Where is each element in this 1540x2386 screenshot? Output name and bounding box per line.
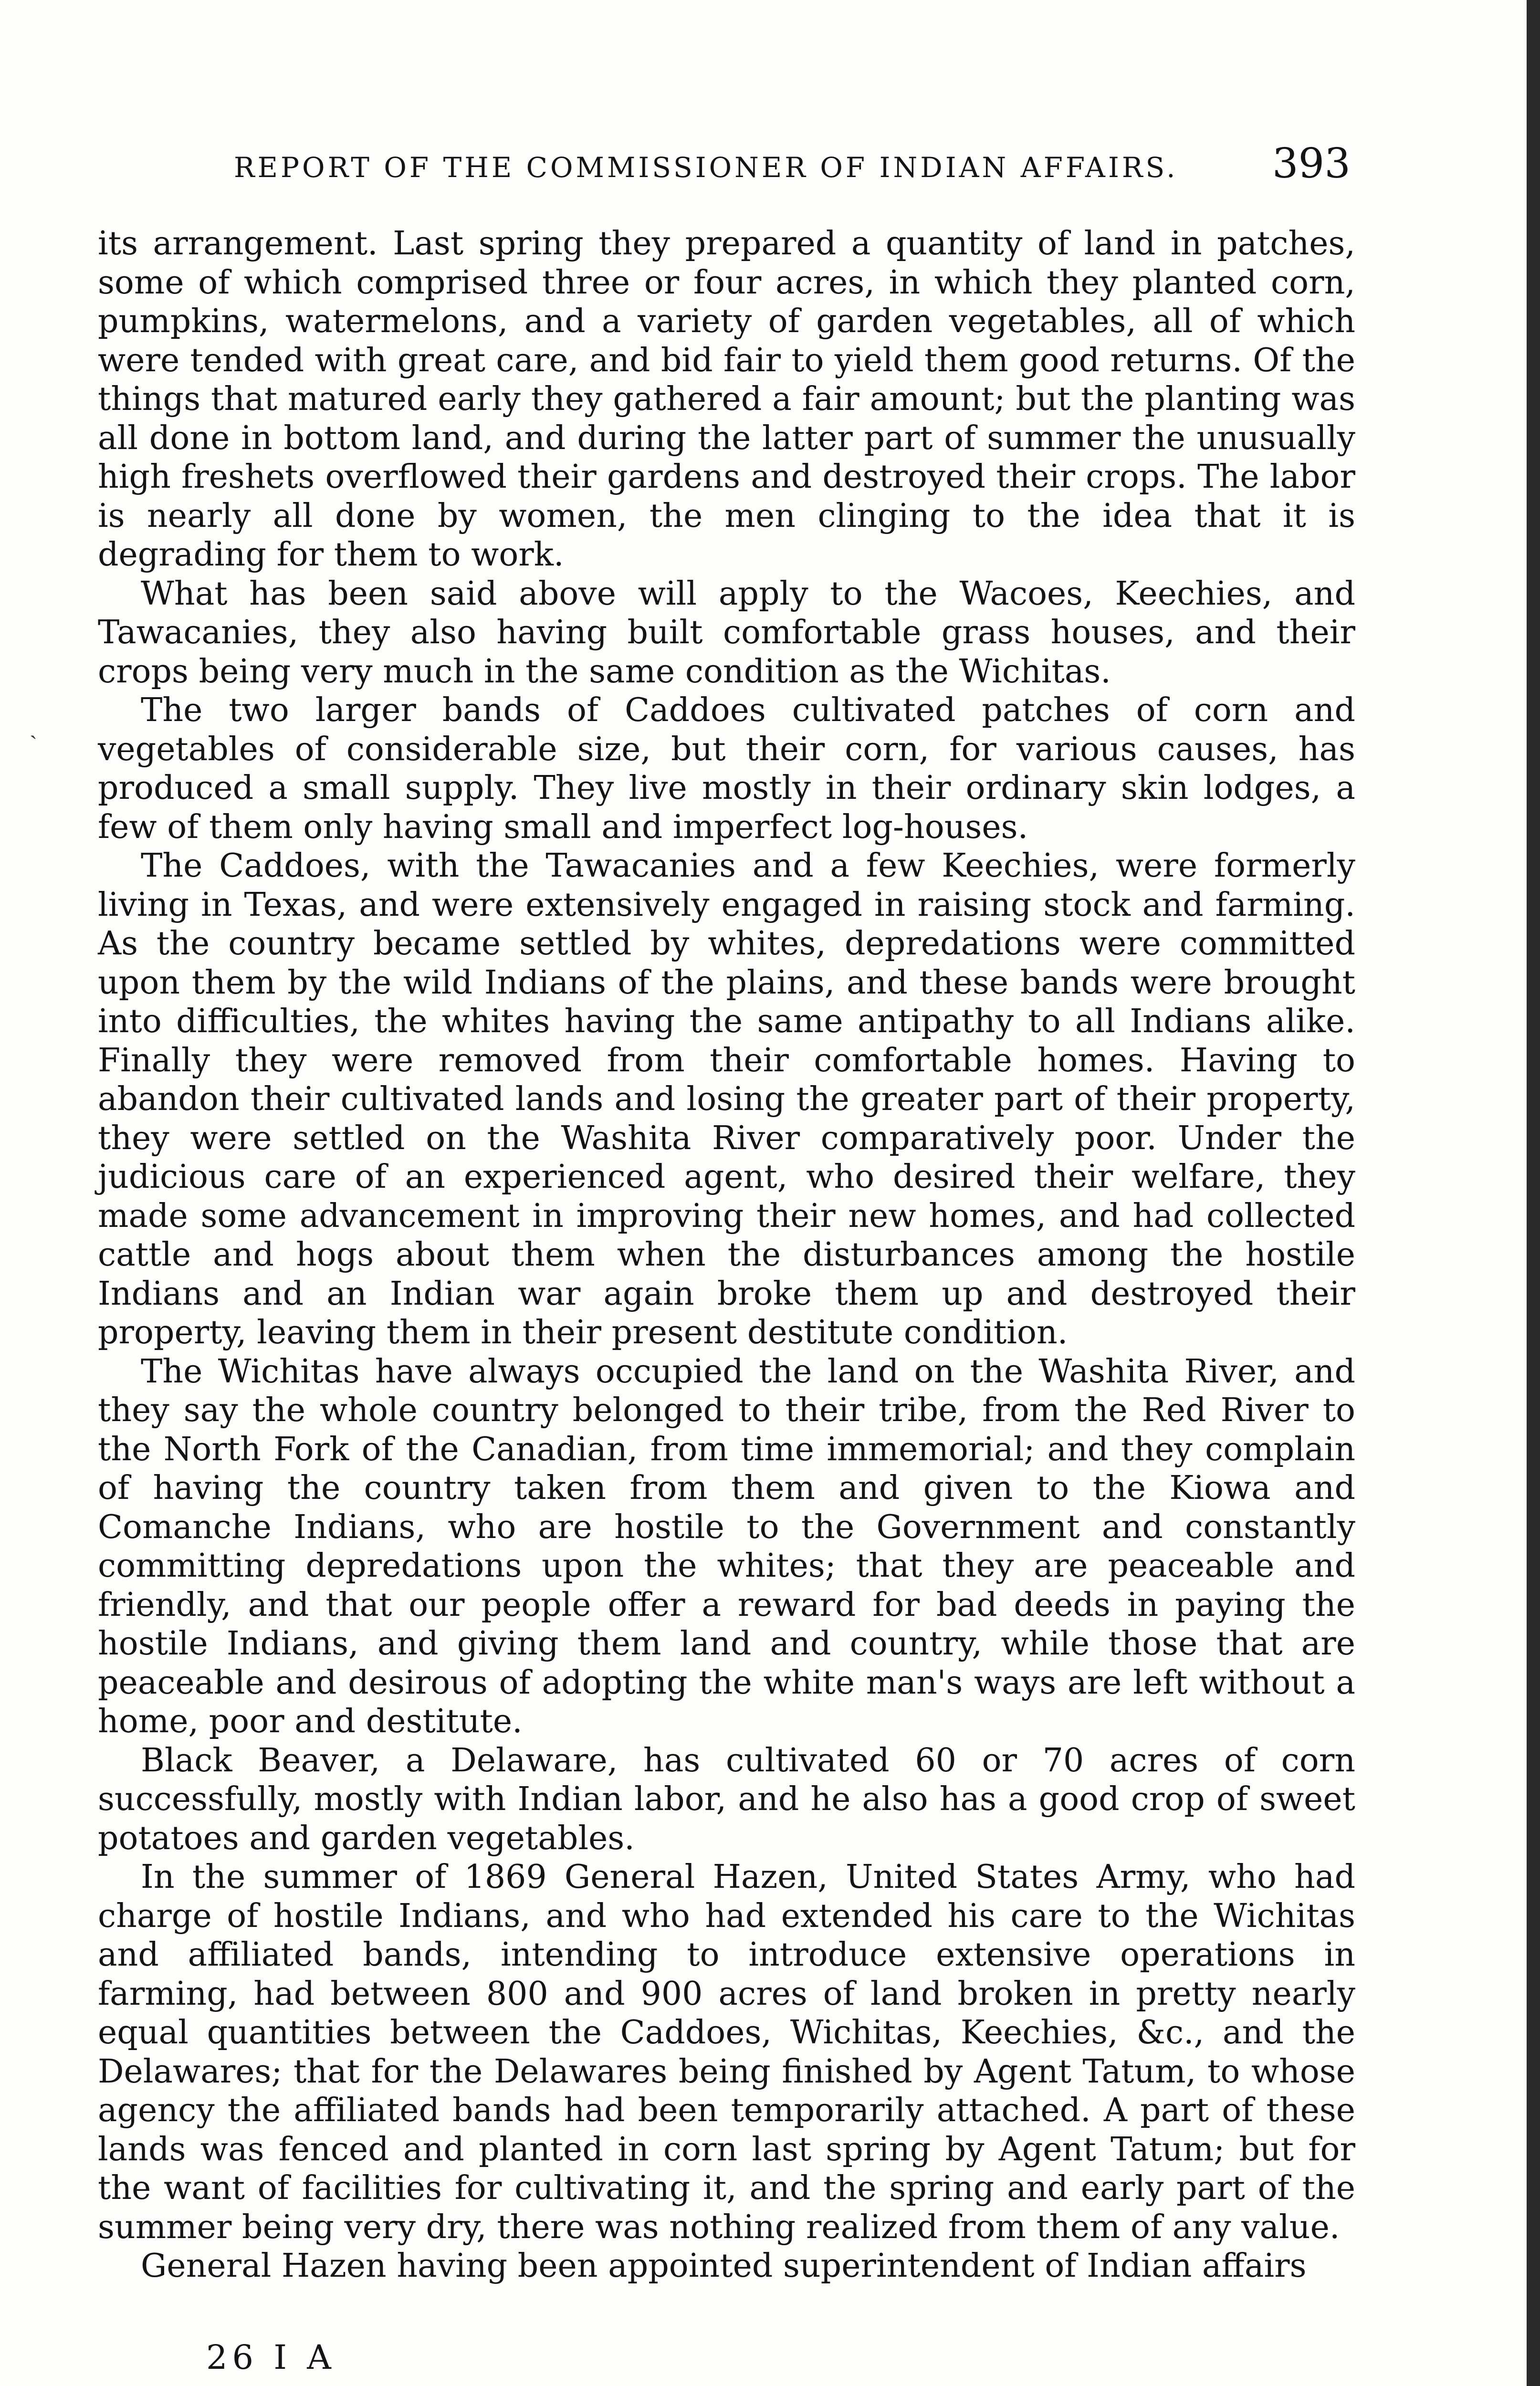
paragraph-7: In the summer of 1869 General Hazen, United States Army, who had charge of hostile Indians, and who had extended his care to the Wichitas and affiliated bands, intending to introduce extensive operations in farming, had between 800 and 900 acres of land broken in pretty nearly equal quantities between the Caddoes, Wichitas, Keechies, &c., and the Delawares; that for the Delawares being finished by Agent Tatum, to whose agency the affiliated bands had been temporarily attached. A part of these lands was fenced and planted in corn last spring by Agent Tatum; but for the want of facilities for cultivating it, and the spring and early part of the summer being very dry, there was nothing realized from them of any value. bbox=[98, 1858, 1355, 2246]
paragraph-8: General Hazen having been appointed superintendent of Indian affairs bbox=[141, 2247, 1307, 2285]
paragraph-4: The Caddoes, with the Tawacanies and a few Keechies, were formerly living in Texas, and were extensively engaged in raising stock and farming. As the country became settled by whites, depredations were committed upon them by the wild Indians of the plains, and these bands were brought into difficulties, the whites having the same antipathy to all Indians alike. Finally they were removed from their comfortable homes. Having to abandon their cultivated lands and losing the greater part of their property, they were settled on the Washita River comparatively poor. Under the judicious care of an experienced agent, who desired their welfare, they made some advancement in improving their new homes, and had collected cattle and hogs about them when the disturbances among the hostile Indians and an Indian war again broke them up and destroyed their property, leaving them in their present destitute condition. bbox=[98, 847, 1355, 1351]
running-head-title: REPORT OF THE COMMISSIONER OF INDIAN AFFAIRS. bbox=[234, 151, 1178, 184]
paragraph-2: What has been said above will apply to the Wacoes, Keechies, and Tawacanies, they also having built comfortable grass houses, and their crops being very much in the same condition as the Wichitas. bbox=[98, 575, 1355, 691]
paragraph-5: The Wichitas have always occupied the land on the Washita River, and they say the whole country belonged to their tribe, from the Red River to the North Fork of the Canadian, from time immemorial; and they complain of having the country taken from them and given to the Kiowa and Comanche Indians, who are hostile to the Government and constantly committing depredations upon the whites; that they are peaceable and friendly, and that our people offer a reward for bad deeds in paying the hostile Indians, and giving them land and country, while those that are peaceable and desirous of adopting the white man's ways are left without a home, poor and destitute. bbox=[98, 1352, 1355, 1740]
signature-mark: 26 I A bbox=[206, 2338, 336, 2377]
scan-edge bbox=[1527, 0, 1540, 2386]
paragraph-6: Black Beaver, a Delaware, has cultivated 60 or 70 acres of corn successfully, mostly with Indian labor, and he also has a good crop of sweet potatoes and garden vegetables. bbox=[98, 1741, 1355, 1857]
page-number: 393 bbox=[1272, 140, 1351, 188]
paragraph-1: its arrangement. Last spring they prepared a quantity of land in patches, some of which comprised three or four acres, in which they planted corn, pumpkins, watermelons, and a variety of garden vegetables, all of which were tended with great care, and bid fair to yield them good returns. Of the things that matured early they gathered a fair amount; but the planting was all done in bottom land, and during the latter part of summer the unusually high freshets overflowed their gardens and destroyed their crops. The labor is nearly all done by women, the men clinging to the idea that it is degrading for them to work. bbox=[98, 225, 1355, 574]
body-text bbox=[98, 224, 1355, 2286]
running-head bbox=[234, 140, 1351, 196]
paragraph-3: The two larger bands of Caddoes cultivated patches of corn and vegetables of considerable size, but their corn, for various causes, has produced a small supply. They live mostly in their ordinary skin lodges, a few of them only having small and imperfect log-houses. bbox=[98, 691, 1355, 846]
margin-tick-mark: ˏ bbox=[30, 713, 37, 740]
